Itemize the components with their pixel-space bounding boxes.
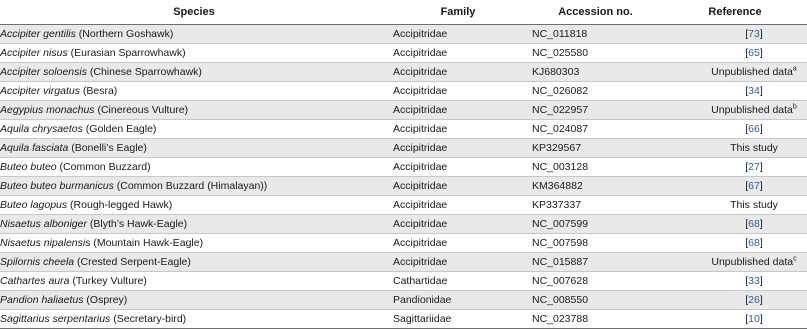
reference-text: [ [745,123,749,135]
scientific-name: Nisaetus alboniger [0,218,87,230]
family-cell: Cathartidae [388,272,528,291]
family-cell: Sagittariidae [388,310,528,329]
reference-text: [ [745,218,749,230]
reference-cell [663,253,807,272]
scientific-name: Accipiter soloensis [0,66,87,78]
reference-text: [ [745,161,749,173]
family-cell: Accipitridae [388,120,528,139]
accession-cell: NC_007598 [528,234,663,253]
reference-link[interactable]: 26 [748,294,760,306]
reference-cell [663,139,807,158]
reference-bracket: ] [759,85,763,97]
reference-text: [ [745,47,749,59]
common-name: (Mountain Hawk-Eagle) [90,237,204,249]
reference-link[interactable]: 27 [748,161,760,173]
common-name: (Common Buzzard) [56,161,151,173]
species-cell [0,44,388,63]
reference-link[interactable]: 34 [748,85,760,97]
accession-cell: NC_023788 [528,310,663,329]
family-cell: Accipitridae [388,215,528,234]
common-name: (Crested Serpent-Eagle) [74,256,191,268]
species-cell [0,139,388,158]
common-name: (Turkey Vulture) [69,275,147,287]
table-row [0,120,807,139]
scientific-name: Buteo buteo burmanicus [0,180,114,192]
reference-bracket: ] [759,161,763,173]
common-name: (Common Buzzard (Himalayan)) [113,180,268,192]
species-cell [0,253,388,272]
scientific-name: Buteo buteo [0,161,57,173]
reference-link[interactable]: 73 [748,28,760,40]
table-row [0,44,807,63]
table-row [0,253,807,272]
reference-cell [663,215,807,234]
reference-text: [ [745,85,749,97]
scientific-name: Aegypius monachus [0,104,95,116]
common-name: (Secretary-bird) [110,313,187,325]
reference-bracket: ] [759,123,763,135]
species-cell [0,158,388,177]
family-cell: Accipitridae [388,158,528,177]
table-row [0,177,807,196]
reference-text: [ [745,313,749,325]
species-cell [0,63,388,82]
species-cell [0,310,388,329]
common-name: (Besra) [79,85,118,97]
family-cell: Accipitridae [388,82,528,101]
common-name: (Chinese Sparrowhawk) [86,66,202,78]
family-cell: Accipitridae [388,177,528,196]
reference-link[interactable]: 10 [748,313,760,325]
family-cell: Accipitridae [388,234,528,253]
reference-link[interactable]: 33 [748,275,760,287]
common-name: (Northern Goshawk) [75,28,174,40]
scientific-name: Spilornis cheela [0,256,75,268]
family-cell: Accipitridae [388,139,528,158]
reference-link[interactable]: 66 [748,123,760,135]
reference-text: Unpublished data [711,66,793,78]
header-accession: Accession no. [528,0,663,25]
reference-link[interactable]: 68 [748,237,760,249]
reference-bracket: ] [759,313,763,325]
footnote-marker: b [792,103,797,111]
accession-cell: KJ680303 [528,63,663,82]
scientific-name: Aquila chrysaetos [0,123,83,135]
reference-cell [663,25,807,44]
species-cell [0,177,388,196]
common-name: (Cinereous Vulture) [94,104,189,116]
reference-cell [663,101,807,120]
table-row [0,63,807,82]
accession-cell: KP337337 [528,196,663,215]
scientific-name: Sagittarius serpentarius [0,313,111,325]
reference-text: This study [730,142,778,154]
species-cell [0,272,388,291]
reference-text: This study [730,199,778,211]
species-cell [0,215,388,234]
family-cell: Accipitridae [388,253,528,272]
common-name: (Bonelli’s Eagle) [68,142,147,154]
header-species: Species [0,0,388,25]
table-row [0,139,807,158]
scientific-name: Accipiter gentilis [0,28,76,40]
species-cell [0,196,388,215]
table-row [0,234,807,253]
table-row [0,25,807,44]
reference-cell [663,272,807,291]
reference-bracket: ] [759,294,763,306]
table-row [0,101,807,120]
accession-cell: NC_015887 [528,253,663,272]
table-row [0,196,807,215]
family-cell: Accipitridae [388,63,528,82]
reference-cell [663,82,807,101]
species-cell [0,291,388,310]
table-row [0,291,807,310]
accession-cell: NC_007628 [528,272,663,291]
reference-bracket: ] [759,28,763,40]
common-name: (Rough-legged Hawk) [67,199,173,211]
species-cell [0,82,388,101]
table-row [0,310,807,329]
scientific-name: Nisaetus nipalensis [0,237,91,249]
reference-cell [663,177,807,196]
footnote-marker: a [792,65,797,73]
reference-cell [663,158,807,177]
accession-cell: NC_011818 [528,25,663,44]
header-family: Family [388,0,528,25]
footnote-marker: c [793,255,797,263]
reference-cell [663,44,807,63]
reference-text: [ [745,180,749,192]
reference-cell [663,234,807,253]
reference-link[interactable]: 67 [748,180,760,192]
family-cell: Accipitridae [388,25,528,44]
common-name: (Blyth’s Hawk-Eagle) [86,218,188,230]
reference-link[interactable]: 65 [748,47,760,59]
accession-cell: NC_025580 [528,44,663,63]
table-row [0,272,807,291]
accession-cell: NC_008550 [528,291,663,310]
table-body [0,25,807,329]
reference-bracket: ] [759,218,763,230]
common-name: (Eurasian Sparrowhawk) [67,47,186,59]
scientific-name: Accipiter nisus [0,47,68,59]
accession-cell: NC_003128 [528,158,663,177]
reference-cell [663,310,807,329]
family-cell: Accipitridae [388,196,528,215]
reference-cell [663,291,807,310]
species-cell [0,25,388,44]
table-row [0,82,807,101]
scientific-name: Pandion haliaetus [0,294,84,306]
scientific-name: Accipiter virgatus [0,85,80,97]
header-row [0,0,807,25]
reference-bracket: ] [759,275,763,287]
reference-text: [ [745,28,749,40]
reference-bracket: ] [759,237,763,249]
reference-text: [ [745,237,749,249]
species-cell [0,120,388,139]
accession-cell: KM364882 [528,177,663,196]
family-cell: Accipitridae [388,101,528,120]
table-row [0,215,807,234]
family-cell: Accipitridae [388,44,528,63]
reference-text: Unpublished data [711,256,794,268]
scientific-name: Aquila fasciata [0,142,69,154]
species-cell [0,234,388,253]
common-name: (Osprey) [83,294,128,306]
family-cell: Pandionidae [388,291,528,310]
accession-cell: NC_022957 [528,101,663,120]
reference-cell [663,120,807,139]
accession-cell: KP329567 [528,139,663,158]
reference-text: [ [745,294,749,306]
accession-cell: NC_024087 [528,120,663,139]
common-name: (Golden Eagle) [82,123,157,135]
scientific-name: Buteo lagopus [0,199,68,211]
accession-cell: NC_026082 [528,82,663,101]
table-row [0,158,807,177]
reference-cell [663,196,807,215]
accession-cell: NC_007599 [528,215,663,234]
reference-text: Unpublished data [711,104,793,116]
header-reference: Reference [663,0,807,25]
scientific-name: Cathartes aura [0,275,70,287]
reference-link[interactable]: 68 [748,218,760,230]
reference-text: [ [745,275,749,287]
reference-cell [663,63,807,82]
species-cell [0,101,388,120]
reference-bracket: ] [759,47,763,59]
reference-bracket: ] [759,180,763,192]
